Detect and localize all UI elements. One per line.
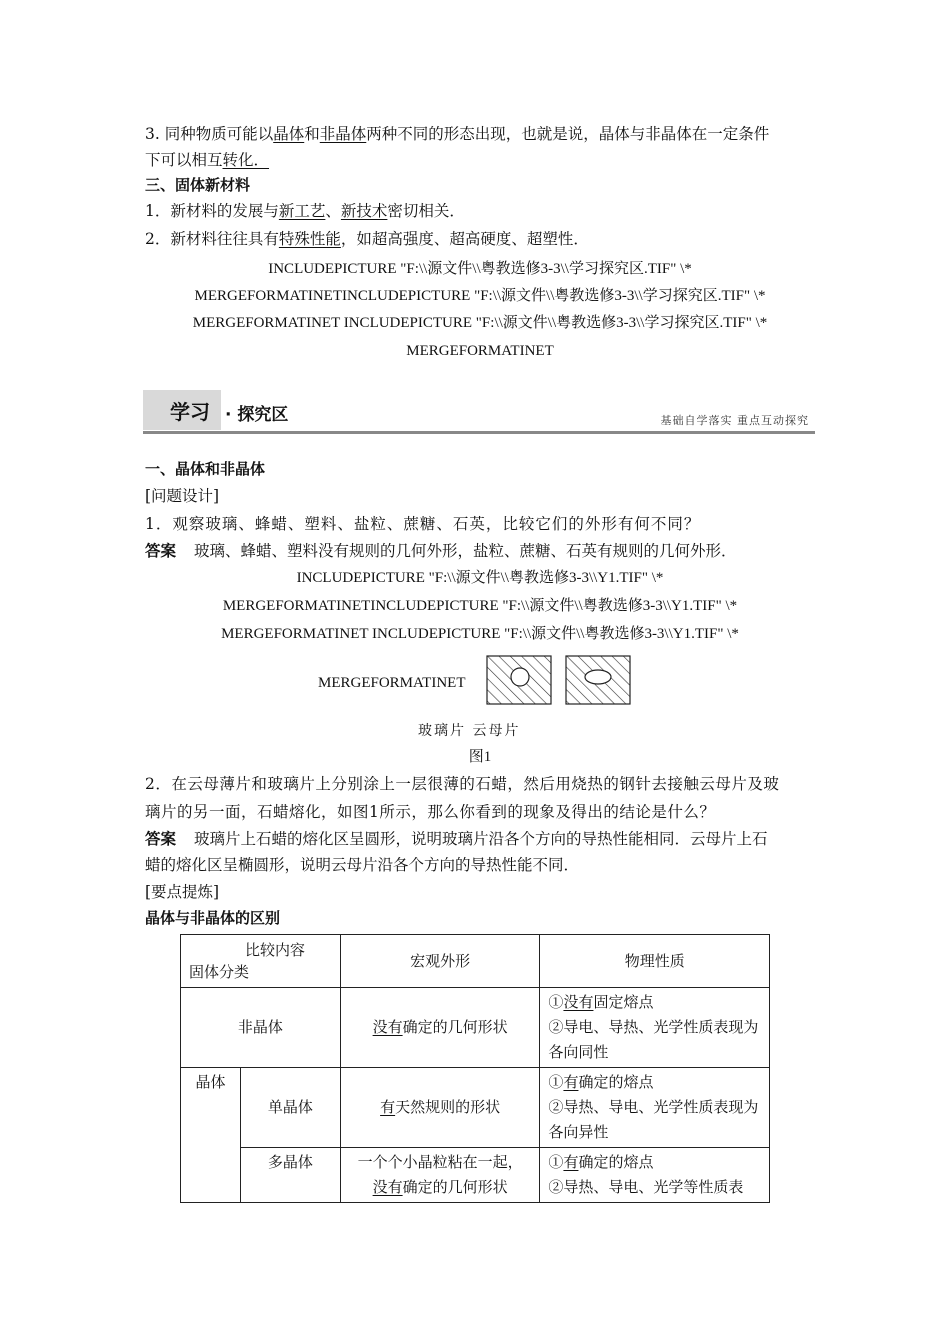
text: 确定的几何形状 — [402, 1018, 508, 1036]
figure-caption: 图1 — [468, 749, 492, 765]
text: 下可以相互 — [145, 151, 223, 169]
table-cell — [340, 1068, 540, 1148]
question-1: 1．观察玻璃、蜂蜡、塑料、盐粒、蔗糖、石英，比较它们的外形有何不同？ — [145, 515, 701, 533]
blank-answer: 有 — [563, 1153, 579, 1171]
property-2: ②导热、导电、光学等性质表 — [548, 1178, 744, 1196]
banner-subtitle: 基础自学落实 重点互动探究 — [660, 414, 809, 427]
banner-rule — [143, 431, 815, 434]
text: 和 — [304, 125, 320, 143]
text: ① — [548, 1073, 564, 1091]
text: 确定的熔点 — [578, 1153, 654, 1171]
section-banner — [143, 386, 815, 434]
corner-cell — [181, 935, 341, 988]
comparison-table — [180, 934, 770, 1203]
property-1 — [548, 990, 761, 1015]
text: 一个个小晶粒粘在一起， — [357, 1153, 523, 1171]
column-header: 物理性质 — [540, 935, 770, 988]
text: 3. 同种物质可能以 — [145, 125, 274, 143]
blank-answer: 没有 — [372, 1178, 403, 1196]
answer-2 — [145, 826, 815, 852]
text: 确定的熔点 — [578, 1073, 654, 1091]
question-2: 2．在云母薄片和玻璃片上分别涂上一层很薄的石蜡，然后用烧热的钢针去接触云母片及玻 — [145, 775, 780, 793]
table-row — [181, 1068, 770, 1148]
text: 确定的几何形状 — [402, 1178, 508, 1196]
property-2: ②导热、导电、光学性质表现为各向异性 — [548, 1098, 759, 1141]
text: 、 — [325, 202, 341, 220]
corner-top: 比较内容 — [245, 941, 306, 959]
text: 密切相关． — [387, 202, 465, 220]
table-cell — [340, 1148, 540, 1203]
section-heading: 三、固体新材料 — [145, 176, 251, 194]
property-1 — [548, 1070, 761, 1095]
list-item — [145, 198, 815, 224]
table-title: 晶体与非晶体的区别 — [145, 909, 281, 927]
blank-answer: 没有 — [372, 1018, 403, 1036]
field-code-line: INCLUDEPICTURE "F:\\源文件\\粤教选修3-3\\Y1.TIF" \* — [296, 570, 664, 586]
blank-answer: 晶体 — [273, 125, 305, 143]
table-header-row — [181, 935, 770, 988]
answer-label: 答案 — [145, 542, 177, 560]
blank-answer: 新技术 — [340, 202, 388, 220]
blank-answer: 新工艺 — [278, 202, 326, 220]
row-header: 非晶体 — [181, 988, 341, 1068]
paragraph-3-cont — [145, 147, 815, 173]
banner-tab-label: 学习 — [170, 400, 210, 424]
mica-plate — [566, 656, 630, 704]
text: 1．新材料的发展与 — [145, 202, 279, 220]
table-cell — [340, 988, 540, 1068]
corner-bottom: 固体分类 — [189, 963, 250, 981]
blank-answer: 非晶体 — [319, 125, 367, 143]
table-row — [181, 988, 770, 1068]
text: 2．新材料往往具有 — [145, 230, 279, 248]
banner-tab — [143, 390, 221, 430]
table-row — [181, 1148, 770, 1203]
blank-answer: 有 — [563, 1073, 579, 1091]
glass-plate — [487, 656, 551, 704]
field-code-line: MERGEFORMATINET INCLUDEPICTURE "F:\\源文件\\粤教选修3-3\\Y1.TIF" \* — [221, 626, 739, 642]
question-2-cont: 璃片的另一面，石蜡熔化，如图1所示，那么你看到的现象及得出的结论是什么？ — [145, 803, 716, 821]
blank-answer: 转化． — [222, 151, 270, 169]
table-cell — [540, 1148, 770, 1203]
text: 固定熔点 — [593, 993, 654, 1011]
table-cell — [540, 988, 770, 1068]
paragraph-3 — [145, 121, 815, 147]
column-header: 宏观外形 — [340, 935, 540, 988]
field-code-line: MERGEFORMATINET — [406, 343, 554, 359]
answer-2-cont: 蜡的熔化区呈椭圆形，说明云母片沿各个方向的导热性能不同． — [145, 856, 580, 874]
text: 两种不同的形态出现，也就是说，晶体与非晶体在一定条件 — [366, 125, 770, 143]
property-2: ②导电、导热、光学性质表现为各向同性 — [548, 1018, 759, 1061]
answer-1 — [145, 538, 815, 564]
field-code-line: MERGEFORMATINETINCLUDEPICTURE "F:\\源文件\\粤教选修3-3\\Y1.TIF" \* — [222, 598, 738, 614]
figure-labels: 玻璃片 云母片 — [418, 723, 521, 739]
field-code-line: MERGEFORMATINET — [318, 675, 466, 691]
blank-answer: 没有 — [563, 993, 594, 1011]
text: ① — [548, 993, 564, 1011]
table-cell — [540, 1068, 770, 1148]
blank-answer: 特殊性能 — [278, 230, 341, 248]
banner-title: · 探究区 — [225, 405, 289, 425]
list-item — [145, 226, 815, 252]
blank-answer: 有 — [380, 1098, 396, 1116]
problem-design-label: [问题设计] — [145, 487, 220, 505]
field-code-line: MERGEFORMATINET INCLUDEPICTURE "F:\\源文件\\粤教选修3-3\\学习探究区.TIF" \* — [192, 315, 768, 331]
answer-label: 答案 — [145, 830, 177, 848]
property-1 — [548, 1150, 761, 1175]
text: ① — [548, 1153, 564, 1171]
key-points-label: [要点提炼] — [145, 883, 220, 901]
answer-text: 玻璃、蜂蜡、塑料没有规则的几何外形，盐粒、蔗糖、石英有规则的几何外形． — [194, 542, 737, 560]
row-group-header: 晶体 — [181, 1068, 241, 1203]
row-header: 多晶体 — [240, 1148, 340, 1203]
text-line — [349, 1175, 532, 1200]
text: 天然规则的形状 — [395, 1098, 501, 1116]
section-heading: 一、晶体和非晶体 — [145, 460, 266, 478]
field-code-line: INCLUDEPICTURE "F:\\源文件\\粤教选修3-3\\学习探究区.TIF" \* — [268, 261, 692, 277]
answer-text: 玻璃片上石蜡的熔化区呈圆形，说明玻璃片沿各个方向的导热性能相同．云母片上石 — [194, 830, 768, 848]
text: ，如超高强度、超高硬度、超塑性． — [340, 230, 589, 248]
field-code-line: MERGEFORMATINETINCLUDEPICTURE "F:\\源文件\\粤教选修3-3\\学习探究区.TIF" \* — [194, 288, 766, 304]
figure-1-diagram — [486, 655, 632, 707]
row-header: 单晶体 — [240, 1068, 340, 1148]
